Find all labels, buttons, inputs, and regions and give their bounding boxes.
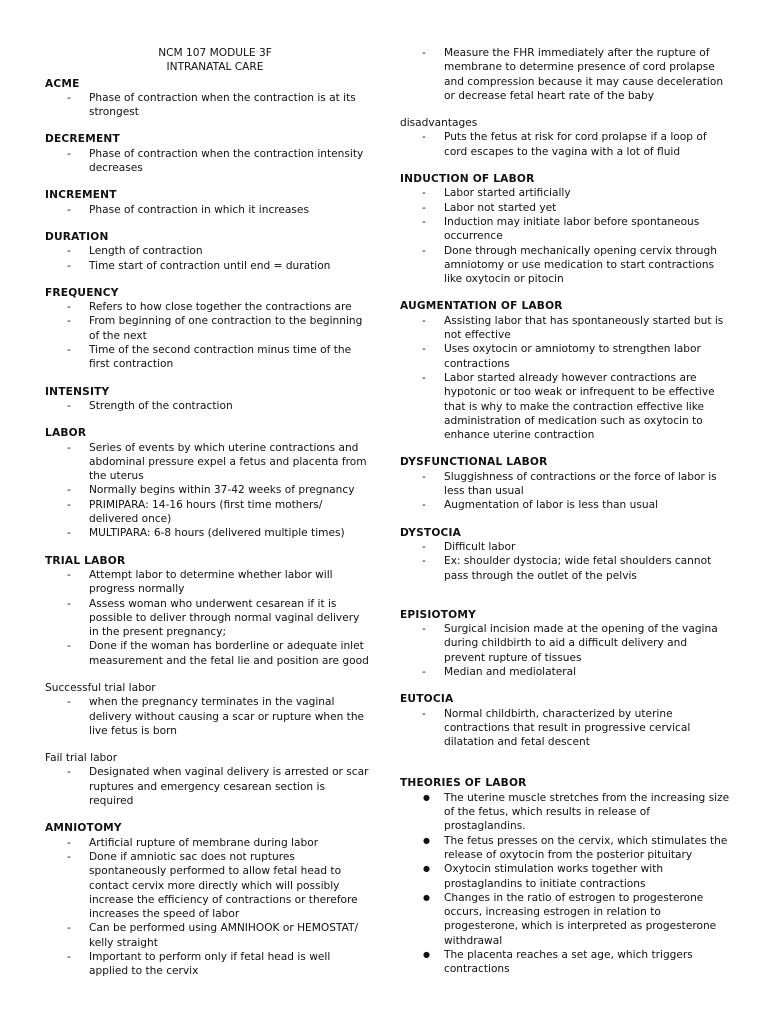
list-item-text: Done if amniotic sac does not ruptures spontaneously performed to allow fetal head to contact cervix more directly which will possibly increase the efficiency of contractions or therefore increases the speed of labor <box>89 850 358 921</box>
dash-icon: - <box>422 47 426 59</box>
list-item <box>400 371 730 442</box>
dash-icon: - <box>422 470 426 483</box>
list-item-text: Surgical incision made at the opening of the vagina during childbirth to aid a difficult delivery and prevent rupture of tissues <box>444 623 718 664</box>
section-labor <box>45 426 370 540</box>
list-item <box>400 707 730 750</box>
dash-icon: - <box>422 343 426 356</box>
item-list <box>45 91 370 120</box>
list-item-text: Designated when vaginal delivery is arrested or scar ruptures and emergency cesarean section is required <box>89 766 369 808</box>
list-item-text: Phase of contraction when the contraction intensity decreases <box>89 147 364 175</box>
dash-icon: - <box>67 836 71 849</box>
list-item-text: Normal childbirth, characterized by uterine contractions that result in progressive cervical dilatation and fetal descent <box>444 707 691 749</box>
list-item-text: Series of events by which uterine contractions and abdominal pressure expel a fetus and placenta from the uterus <box>89 441 367 483</box>
dash-icon: - <box>422 201 426 214</box>
list-item-text: Measure the FHR immediately after the rupture of membrane to determine presence of cord prolapse and compression because it may cause deceleration or decrease fetal heart rate of the baby <box>444 47 724 102</box>
list-item <box>45 343 370 372</box>
list-item-text: Normally begins within 37-42 weeks of pregnancy <box>89 484 355 497</box>
dash-icon: - <box>422 187 426 200</box>
list-item-text: Labor started already however contractions are hypotonic or too weak or infrequent to be effective that is why to make the contraction effective like administration of medication such as oxytocin to enhance uterine contraction <box>444 371 715 442</box>
section-episiotomy <box>400 608 730 679</box>
list-item <box>45 259 370 273</box>
dash-icon: - <box>67 301 71 314</box>
list-item-text: Difficult labor <box>444 540 516 553</box>
item-list <box>45 203 370 217</box>
list-item <box>400 130 730 159</box>
list-item-text: PRIMIPARA: 14-16 hours (first time mothers/ delivered once) <box>89 498 323 526</box>
section-continuation <box>400 46 730 103</box>
list-item <box>400 314 730 343</box>
section-eutocia <box>400 692 730 749</box>
section-heading: DECREMENT <box>45 133 120 146</box>
list-item <box>400 554 730 583</box>
bullet-icon: ● <box>423 892 430 902</box>
section-heading: LABOR <box>45 427 87 440</box>
section-dystocia <box>400 526 730 583</box>
list-item <box>45 526 370 540</box>
item-list <box>400 791 730 977</box>
dash-icon: - <box>422 623 426 636</box>
section-frequency <box>45 286 370 372</box>
list-item <box>400 948 730 977</box>
list-item <box>45 203 370 217</box>
list-item <box>400 215 730 244</box>
list-item <box>45 441 370 484</box>
list-item-text: Labor started artificially <box>444 187 571 200</box>
list-item <box>45 300 370 314</box>
section-subheading: disadvantages <box>400 117 478 130</box>
section-acme <box>45 77 370 120</box>
dash-icon: - <box>422 371 426 384</box>
list-item <box>45 91 370 120</box>
list-item-text: Ex: shoulder dystocia; wide fetal shoulders cannot pass through the outlet of the pelvis <box>444 555 712 582</box>
list-item-text: Augmentation of labor is less than usual <box>444 499 659 512</box>
list-item <box>45 498 370 527</box>
list-item <box>400 891 730 948</box>
list-item-text: Attempt labor to determine whether labor will progress normally <box>89 568 333 596</box>
section-induction-of-labor <box>400 172 730 286</box>
dash-icon: - <box>422 499 426 512</box>
section-successful-trial-labor <box>45 681 370 738</box>
dash-icon: - <box>67 498 71 511</box>
section-heading: ACME <box>45 77 80 90</box>
section-duration <box>45 230 370 273</box>
section-subheading: Successful trial labor <box>45 681 156 694</box>
list-item <box>400 540 730 554</box>
list-item-text: Time start of contraction until end = duration <box>89 259 331 272</box>
item-list <box>45 147 370 176</box>
list-item-text: Uses oxytocin or amniotomy to strengthen labor contractions <box>444 343 701 370</box>
list-item <box>400 862 730 891</box>
item-list <box>400 130 730 159</box>
item-list <box>45 568 370 668</box>
document-subtitle: INTRANATAL CARE <box>166 61 264 74</box>
dash-icon: - <box>67 568 71 581</box>
list-item <box>45 483 370 497</box>
list-item <box>400 244 730 287</box>
dash-icon: - <box>67 922 71 935</box>
list-item-text: Time of the second contraction minus time of the first contraction <box>89 344 352 371</box>
section-heading: TRIAL LABOR <box>45 554 126 567</box>
left-sections <box>45 77 370 979</box>
dash-icon: - <box>67 259 71 272</box>
dash-icon: - <box>67 484 71 497</box>
list-item <box>45 314 370 343</box>
item-list <box>400 46 730 103</box>
list-item-text: Done through mechanically opening cervix through amniotomy or use medication to start contractions like oxytocin or pitocin <box>444 244 717 286</box>
list-item-text: Important to perform only if fetal head is well applied to the cervix <box>89 951 331 978</box>
section-disadvantages <box>400 116 730 159</box>
section-heading: INCREMENT <box>45 189 117 202</box>
dash-icon: - <box>67 527 71 540</box>
item-list <box>45 300 370 371</box>
list-item-text: Artificial rupture of membrane during labor <box>89 836 319 849</box>
section-heading: INDUCTION OF LABOR <box>400 173 535 186</box>
section-dysfunctional-labor <box>400 455 730 512</box>
list-item-text: Phase of contraction when the contraction is at its strongest <box>89 91 356 119</box>
dash-icon: - <box>67 147 71 160</box>
bullet-icon: ● <box>423 864 430 874</box>
list-item <box>400 186 730 200</box>
list-item-text: Changes in the ratio of estrogen to progesterone occurs, increasing estrogen in relation to progesterone, which is interpreted as progesterone withdrawal <box>444 891 717 947</box>
dash-icon: - <box>422 314 426 327</box>
section-heading: DYSTOCIA <box>400 526 462 539</box>
left-column <box>45 0 370 979</box>
item-list <box>400 707 730 750</box>
list-item-text: Induction may initiate labor before spontaneous occurrence <box>444 215 700 243</box>
list-item-text: Assess woman who underwent cesarean if it is possible to deliver through normal vaginal delivery in the present pregnancy; <box>89 597 360 639</box>
item-list <box>400 470 730 513</box>
dash-icon: - <box>422 707 426 720</box>
section-heading: AMNIOTOMY <box>45 822 122 835</box>
dash-icon: - <box>67 245 71 258</box>
item-list <box>45 836 370 979</box>
item-list <box>400 540 730 583</box>
section-intensity <box>45 385 370 414</box>
list-item-text: Labor not started yet <box>444 201 557 214</box>
section-fail-trial-labor <box>45 751 370 808</box>
section-heading: DURATION <box>45 230 109 243</box>
item-list <box>45 441 370 541</box>
list-item-text: The placenta reaches a set age, which triggers contractions <box>444 949 693 976</box>
dash-icon: - <box>67 951 71 964</box>
list-item <box>45 695 370 738</box>
list-item <box>45 850 370 921</box>
list-item <box>45 597 370 640</box>
section-heading: DYSFUNCTIONAL LABOR <box>400 456 548 469</box>
section-heading: EPISIOTOMY <box>400 608 476 621</box>
bullet-icon: ● <box>423 792 430 802</box>
list-item <box>45 244 370 258</box>
list-item-text: Median and mediolateral <box>444 665 577 678</box>
section-increment <box>45 188 370 217</box>
list-item <box>45 639 370 668</box>
item-list <box>45 765 370 808</box>
dash-icon: - <box>67 203 71 216</box>
list-item <box>400 622 730 665</box>
right-sections <box>400 46 730 977</box>
document-title: NCM 107 MODULE 3F <box>158 47 272 59</box>
dash-icon: - <box>422 540 426 553</box>
list-item <box>400 791 730 834</box>
dash-icon: - <box>67 315 71 328</box>
section-subheading: Fail trial labor <box>45 752 118 765</box>
list-item <box>400 201 730 215</box>
list-item <box>45 921 370 950</box>
list-item <box>45 765 370 808</box>
item-list <box>45 399 370 413</box>
list-item <box>400 470 730 499</box>
section-heading: THEORIES OF LABOR <box>400 777 527 790</box>
item-list <box>400 186 730 286</box>
list-item-text: Assisting labor that has spontaneously started but is not effective <box>444 314 724 342</box>
section-theories-of-labor <box>400 776 730 976</box>
dash-icon: - <box>422 131 426 144</box>
list-item-text: Strength of the contraction <box>89 399 233 412</box>
item-list <box>45 244 370 273</box>
list-item-text: Puts the fetus at risk for cord prolapse if a loop of cord escapes to the vagina with a lot of fluid <box>444 131 707 158</box>
list-item-text: Phase of contraction in which it increases <box>89 203 309 216</box>
list-item <box>45 399 370 413</box>
dash-icon: - <box>422 215 426 228</box>
section-trial-labor <box>45 554 370 668</box>
item-list <box>400 314 730 443</box>
dash-icon: - <box>67 640 71 653</box>
dash-icon: - <box>67 766 71 779</box>
list-item-text: Can be performed using AMNIHOOK or HEMOSTAT/ kelly straight <box>89 922 359 949</box>
dash-icon: - <box>422 665 426 678</box>
list-item <box>400 834 730 863</box>
section-heading: AUGMENTATION OF LABOR <box>400 300 563 313</box>
list-item-text: From beginning of one contraction to the beginning of the next <box>89 315 363 342</box>
list-item <box>45 147 370 176</box>
section-decrement <box>45 132 370 175</box>
list-item-text: Sluggishness of contractions or the force of labor is less than usual <box>444 470 717 498</box>
section-heading: EUTOCIA <box>400 693 454 706</box>
dash-icon: - <box>67 344 71 357</box>
item-list <box>400 622 730 679</box>
section-heading: FREQUENCY <box>45 286 119 299</box>
list-item-text: Oxytocin stimulation works together with prostaglandins to initiate contractions <box>444 863 664 890</box>
list-item <box>45 568 370 597</box>
dash-icon: - <box>67 850 71 863</box>
section-amniotomy <box>45 821 370 978</box>
list-item-text: when the pregnancy terminates in the vaginal delivery without causing a scar or rupture when the live fetus is born <box>89 696 365 737</box>
list-item-text: The uterine muscle stretches from the increasing size of the fetus, which results in release of prostaglandins. <box>444 791 730 833</box>
list-item-text: MULTIPARA: 6-8 hours (delivered multiple times) <box>89 527 345 540</box>
section-augmentation-of-labor <box>400 299 730 442</box>
list-item <box>400 46 730 103</box>
dash-icon: - <box>422 555 426 568</box>
list-item <box>45 836 370 850</box>
list-item-text: Done if the woman has borderline or adequate inlet measurement and the fetal lie and position are good <box>89 640 369 667</box>
dash-icon: - <box>422 244 426 257</box>
list-item <box>400 665 730 679</box>
list-item <box>400 498 730 512</box>
list-item <box>400 342 730 371</box>
list-item-text: Refers to how close together the contractions are <box>89 301 352 314</box>
list-item-text: Length of contraction <box>89 245 203 258</box>
right-column <box>400 0 730 977</box>
dash-icon: - <box>67 399 71 412</box>
dash-icon: - <box>67 441 71 454</box>
dash-icon: - <box>67 597 71 610</box>
dash-icon: - <box>67 91 71 104</box>
list-item <box>45 950 370 979</box>
list-item-text: The fetus presses on the cervix, which stimulates the release of oxytocin from the posterior pituitary <box>444 834 728 861</box>
section-heading: INTENSITY <box>45 385 110 398</box>
item-list <box>45 695 370 738</box>
bullet-icon: ● <box>423 950 430 960</box>
dash-icon: - <box>67 696 71 709</box>
bullet-icon: ● <box>423 835 430 845</box>
